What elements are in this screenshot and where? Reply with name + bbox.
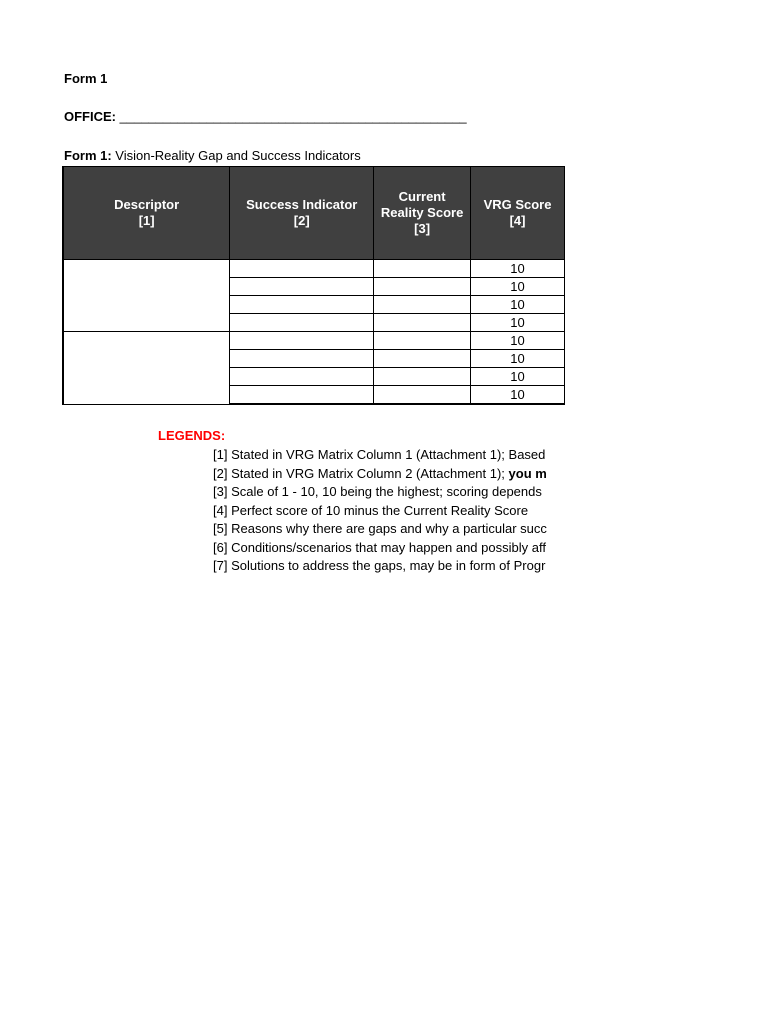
column-header-vrg-score: VRG Score [4]: [471, 167, 565, 260]
success-indicator-cell[interactable]: [230, 296, 374, 314]
descriptor-cell[interactable]: [63, 332, 230, 405]
form-label: Form 1: [64, 71, 108, 86]
current-reality-score-cell[interactable]: [374, 260, 471, 278]
legends-title: LEGENDS:: [158, 428, 226, 443]
current-reality-score-cell[interactable]: [374, 332, 471, 350]
descriptor-cell[interactable]: [63, 260, 230, 332]
current-reality-score-cell[interactable]: [374, 314, 471, 332]
vrg-score-cell: 10: [471, 260, 565, 278]
success-indicator-cell[interactable]: [230, 260, 374, 278]
legend-item: [7] Solutions to address the gaps, may be in form of Progr: [213, 558, 546, 573]
success-indicator-cell[interactable]: [230, 332, 374, 350]
vrg-score-cell: 10: [471, 350, 565, 368]
current-reality-score-cell[interactable]: [374, 278, 471, 296]
success-indicator-cell[interactable]: [230, 368, 374, 386]
table-row: [63, 332, 565, 350]
success-indicator-cell[interactable]: [230, 350, 374, 368]
table-row: [63, 260, 565, 278]
table-header-row: [63, 167, 565, 260]
column-header-current-reality-score: Current Reality Score [3]: [374, 167, 471, 260]
vrg-score-cell: 10: [471, 278, 565, 296]
success-indicator-cell[interactable]: [230, 386, 374, 405]
office-field: [64, 109, 467, 124]
current-reality-score-cell[interactable]: [374, 296, 471, 314]
legend-item: [5] Reasons why there are gaps and why a particular succ: [213, 521, 547, 536]
office-label: OFFICE:: [64, 109, 116, 124]
vrg-table-container: [62, 166, 565, 410]
column-header-descriptor: Descriptor [1]: [63, 167, 230, 260]
success-indicator-cell[interactable]: [230, 278, 374, 296]
current-reality-score-cell[interactable]: [374, 350, 471, 368]
form-title-label: Form 1:: [64, 148, 112, 163]
form-title: [64, 148, 361, 163]
legend-item: [4] Perfect score of 10 minus the Current Reality Score: [213, 502, 529, 518]
vrg-table: [62, 166, 565, 405]
office-blank-line[interactable]: ________________________________________________: [119, 109, 467, 124]
legend-item: [3] Scale of 1 - 10, 10 being the highest; scoring depends: [213, 484, 542, 499]
current-reality-score-cell[interactable]: [374, 368, 471, 386]
legend-item: [2] Stated in VRG Matrix Column 2 (Attachment 1); you m: [213, 465, 547, 481]
legend-item: [1] Stated in VRG Matrix Column 1 (Attachment 1); Based: [213, 447, 546, 462]
column-header-success-indicator: Success Indicator [2]: [230, 167, 374, 260]
legend-list: [213, 446, 565, 576]
vrg-score-cell: 10: [471, 314, 565, 332]
vrg-score-cell: 10: [471, 368, 565, 386]
vrg-score-cell: 10: [471, 386, 565, 405]
current-reality-score-cell[interactable]: [374, 386, 471, 405]
success-indicator-cell[interactable]: [230, 314, 374, 332]
vrg-score-cell: 10: [471, 332, 565, 350]
legend-item: [6] Conditions/scenarios that may happen and possibly aff: [213, 539, 546, 555]
form-title-text: Vision-Reality Gap and Success Indicators: [115, 148, 361, 163]
vrg-score-cell: 10: [471, 296, 565, 314]
